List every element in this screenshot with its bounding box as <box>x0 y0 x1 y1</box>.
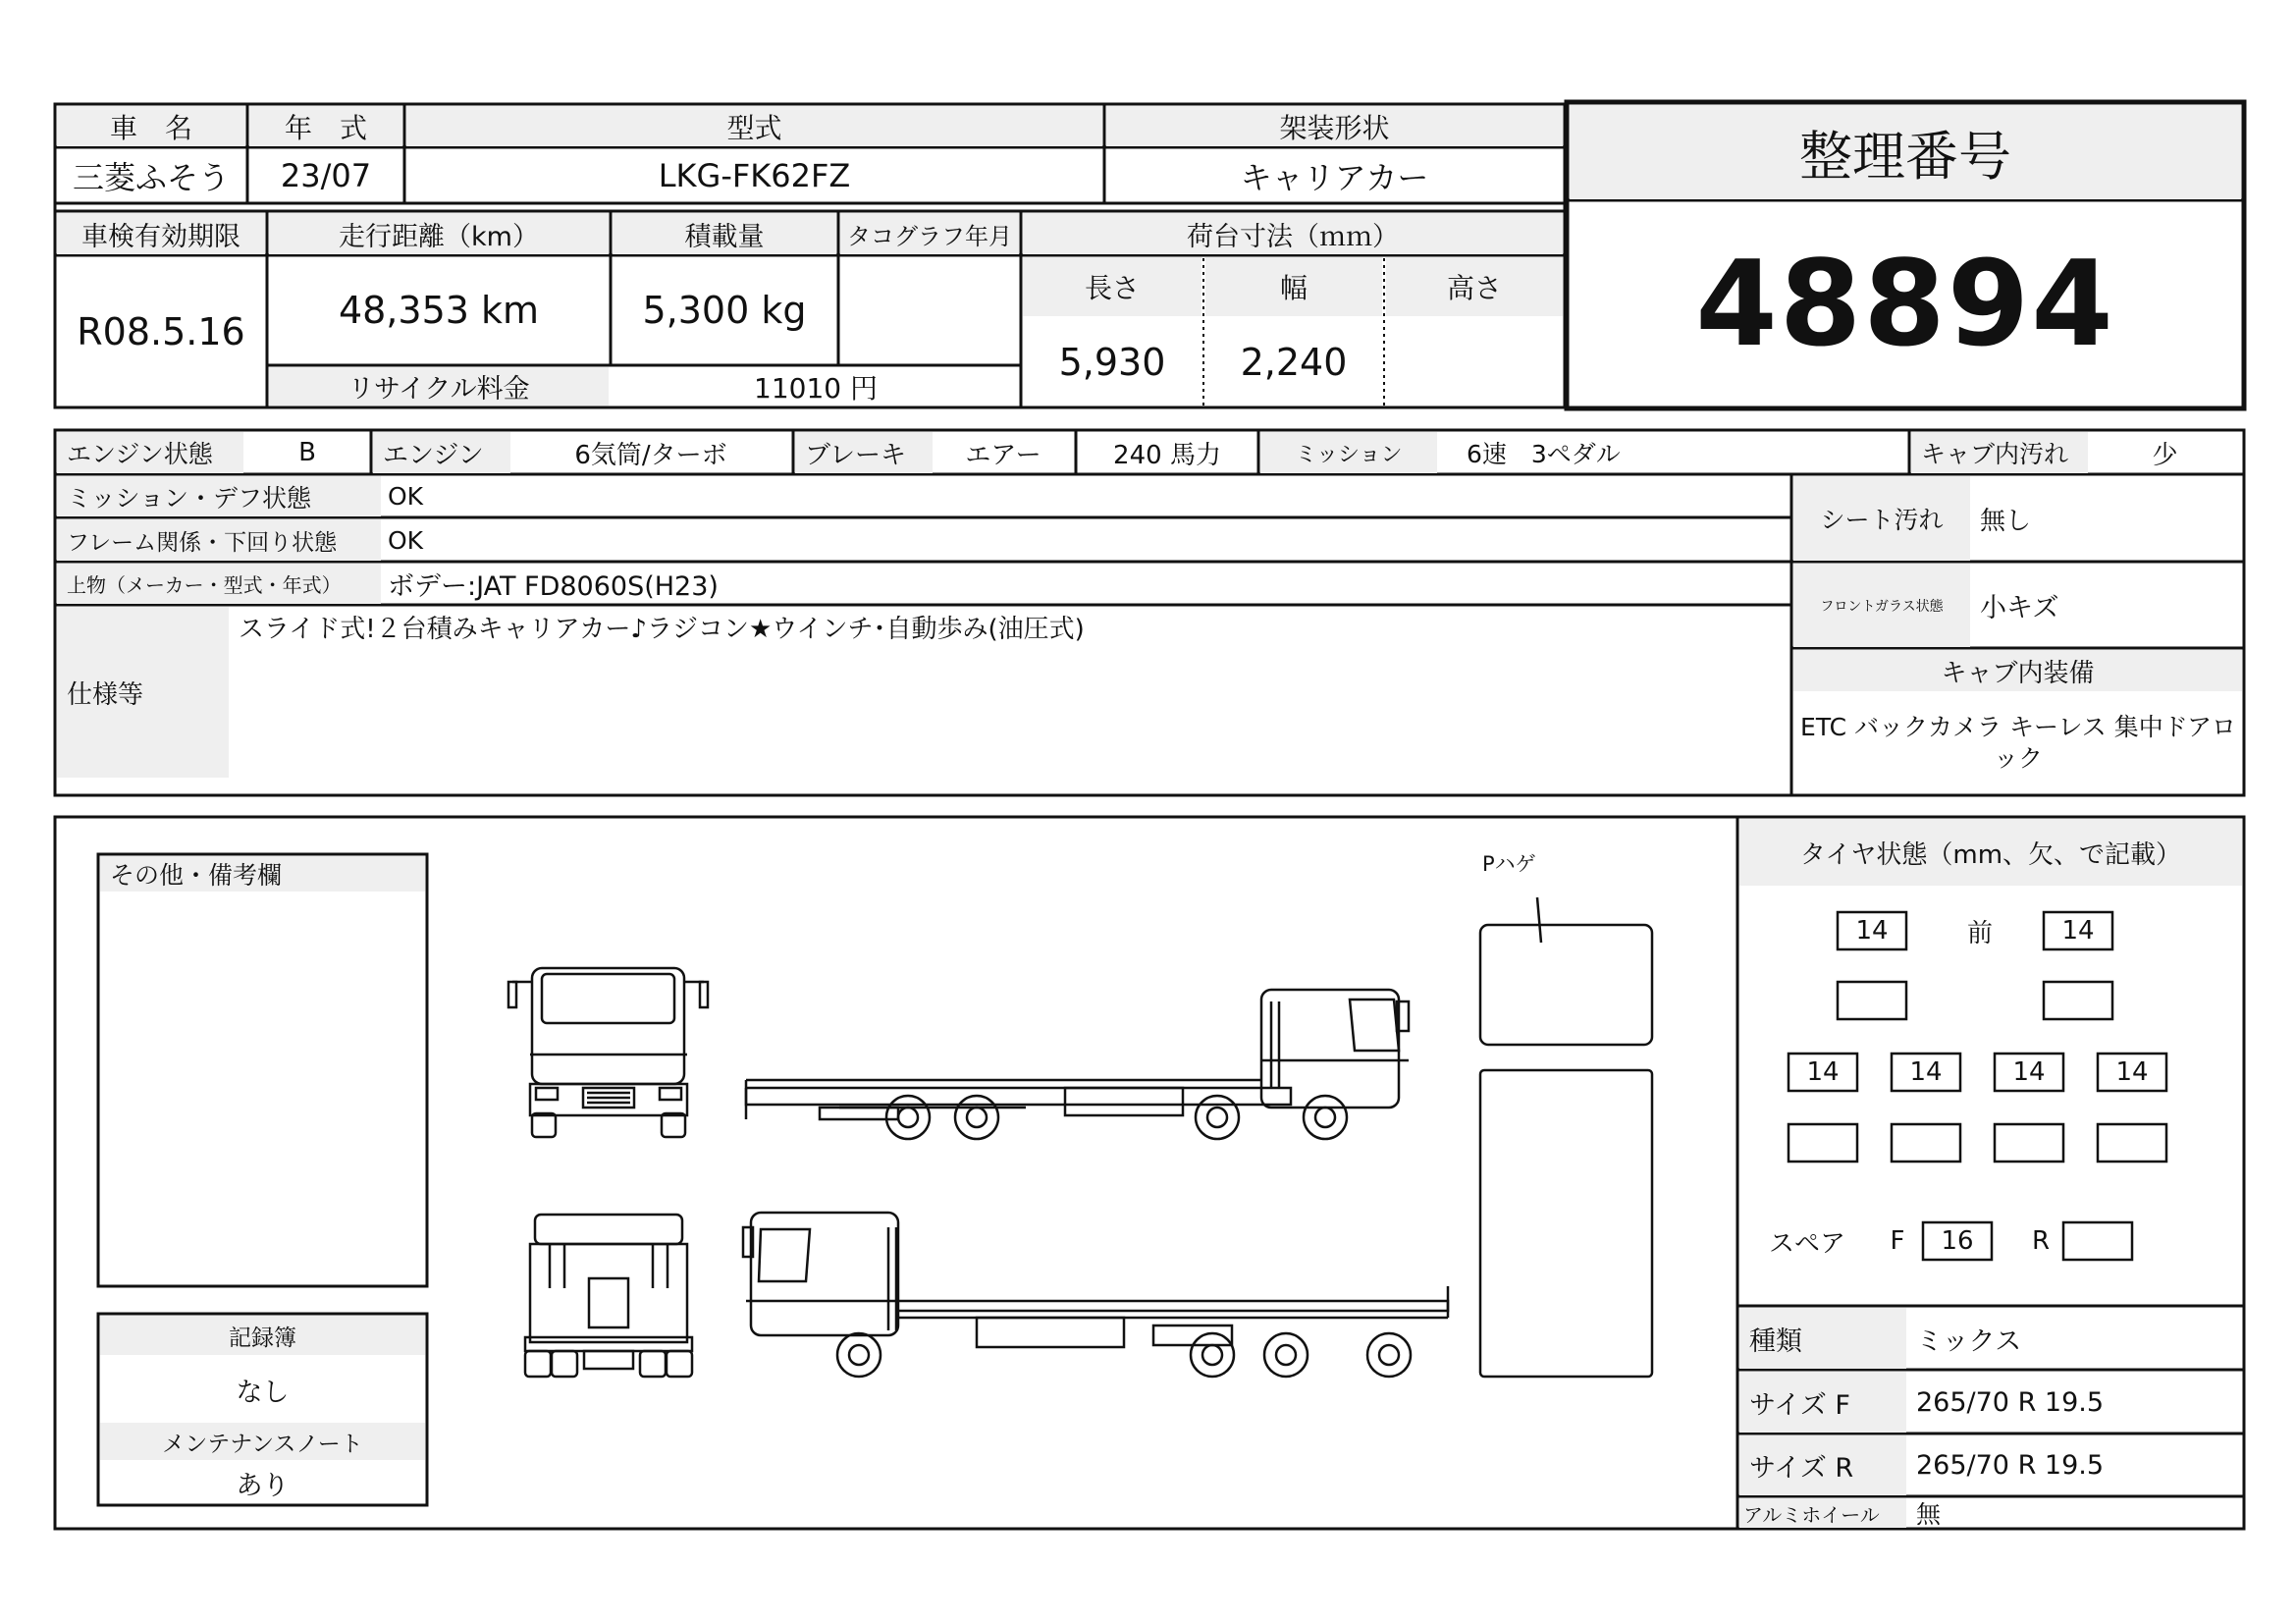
model-label: 型式 <box>406 106 1102 146</box>
truck-rear-view-diagram <box>520 1210 697 1386</box>
tachograph-label: タコグラフ年月 <box>840 213 1019 254</box>
body-maker-label: 上物（メーカー・型式・年式） <box>57 564 381 604</box>
bed-dimensions-label: 荷台寸法（ｍｍ） <box>1023 213 1563 254</box>
year-value: 23/07 <box>280 157 372 194</box>
tire-type-label: 種類 <box>1739 1308 1906 1369</box>
brake-label: ブレーキ <box>795 432 933 473</box>
year-label: 年 式 <box>249 106 402 146</box>
mission-label: ミッション <box>1260 432 1437 473</box>
maintenance-note-value: あり <box>236 1470 290 1501</box>
ref-number-label: 整理番号 <box>1570 105 2241 199</box>
tire-rear-2: 14 <box>1909 1057 1943 1087</box>
cab-equipment-value: ETC バックカメラ キーレス 集中ドアロック <box>1800 713 2236 773</box>
length-value: 5,930 <box>1058 340 1166 384</box>
tachograph-value <box>840 257 1019 363</box>
brake-value: エアー <box>965 440 1041 470</box>
cab-dirt-value: 少 <box>2152 440 2178 470</box>
other-remarks-label: その他・備考欄 <box>100 856 425 892</box>
mission-diff-label: ミッション・デフ状態 <box>57 476 381 516</box>
maintenance-note-label: メンテナンスノート <box>100 1423 425 1460</box>
mission-value: 6速 3ペダル <box>1467 440 1621 468</box>
height-value <box>1386 318 1563 406</box>
model-value: LKG-FK62FZ <box>658 157 851 194</box>
spare-r-value <box>2063 1222 2132 1260</box>
engine-state-label: エンジン状態 <box>57 432 243 473</box>
tire-size-front-label: サイズ F <box>1739 1372 1906 1433</box>
body-maker-value: ボデー:JAT FD8060S(H23) <box>388 571 719 602</box>
truck-side-view-right-diagram <box>741 962 1438 1149</box>
tire-rear-3: 14 <box>2012 1057 2046 1087</box>
tire-front-right: 14 <box>2061 916 2095 946</box>
tire-rear-4: 14 <box>2115 1057 2149 1087</box>
tire-front-label: 前 <box>1966 918 1993 948</box>
truck-top-view-diagram <box>1463 844 1669 1394</box>
spare-f-value: 16 <box>1941 1226 1974 1256</box>
record-book-value: なし <box>236 1377 290 1408</box>
tire-front-left: 14 <box>1855 916 1889 946</box>
frame-value: OK <box>388 525 424 555</box>
width-value: 2,240 <box>1240 340 1348 384</box>
tire-size-front-value: 265/70 R 19.5 <box>1916 1386 2105 1418</box>
spare-f-label: F <box>1890 1226 1905 1256</box>
tire-type-value: ミックス <box>1916 1325 2022 1357</box>
ref-number-value: 48894 <box>1695 236 2115 373</box>
body-type-value: キャリアカー <box>1240 159 1429 196</box>
paint-damage-note: Pハゲ <box>1482 852 1536 876</box>
tire-size-rear-label: サイズ R <box>1739 1435 1906 1495</box>
body-type-label: 架装形状 <box>1106 106 1563 146</box>
tire-size-rear-value: 265/70 R 19.5 <box>1916 1450 2105 1481</box>
horsepower-value: 240 馬力 <box>1113 440 1221 470</box>
maker-label: 車 名 <box>57 106 245 146</box>
length-label: 長さ <box>1023 257 1201 316</box>
windshield-label: フロントガラス状態 <box>1793 564 1970 647</box>
spec-label: 仕様等 <box>57 607 229 778</box>
engine-label: エンジン <box>373 432 510 473</box>
recycle-value: 11010 円 <box>754 371 878 405</box>
inspection-value: R08.5.16 <box>77 309 245 353</box>
tire-rear-1: 14 <box>1806 1057 1840 1087</box>
cab-dirt-label: キャブ内汚れ <box>1911 432 2088 473</box>
alloy-wheel-label: アルミホイール <box>1739 1498 1906 1528</box>
windshield-value: 小キズ <box>1980 593 2059 623</box>
mileage-label: 走行距離（km） <box>269 213 609 254</box>
tire-status-title: タイヤ状態（mm、欠、で記載） <box>1739 819 2242 886</box>
spare-label: スペア <box>1769 1228 1846 1259</box>
truck-side-view-left-diagram <box>741 1208 1458 1389</box>
recycle-label: リサイクル料金 <box>269 367 609 406</box>
spare-r-label: R <box>2031 1226 2051 1256</box>
mission-diff-value: OK <box>388 482 424 511</box>
truck-front-view-diagram <box>503 960 714 1142</box>
width-label: 幅 <box>1205 257 1382 316</box>
seat-dirt-value: 無し <box>1980 506 2032 536</box>
height-label: 高さ <box>1386 257 1563 316</box>
seat-dirt-label: シート汚れ <box>1793 476 1970 561</box>
frame-label: フレーム関係・下回り状態 <box>57 519 381 561</box>
capacity-value: 5,300 kg <box>642 289 807 332</box>
alloy-wheel-value: 無 <box>1916 1500 1942 1529</box>
engine-value: 6気筒/ターボ <box>574 440 727 470</box>
record-book-label: 記録簿 <box>100 1316 425 1355</box>
engine-state-value: B <box>298 438 316 467</box>
mileage-value: 48,353 km <box>338 289 540 332</box>
cab-equipment-label: キャブ内装備 <box>1793 650 2242 691</box>
spec-value: スライド式!２台積みキャリアカー♪ラジコン★ウインチ･自動歩み(油圧式) <box>239 615 1085 644</box>
capacity-label: 積載量 <box>613 213 836 254</box>
inspection-label: 車検有効期限 <box>57 213 265 254</box>
maker-value: 三菱ふそう <box>72 159 230 196</box>
